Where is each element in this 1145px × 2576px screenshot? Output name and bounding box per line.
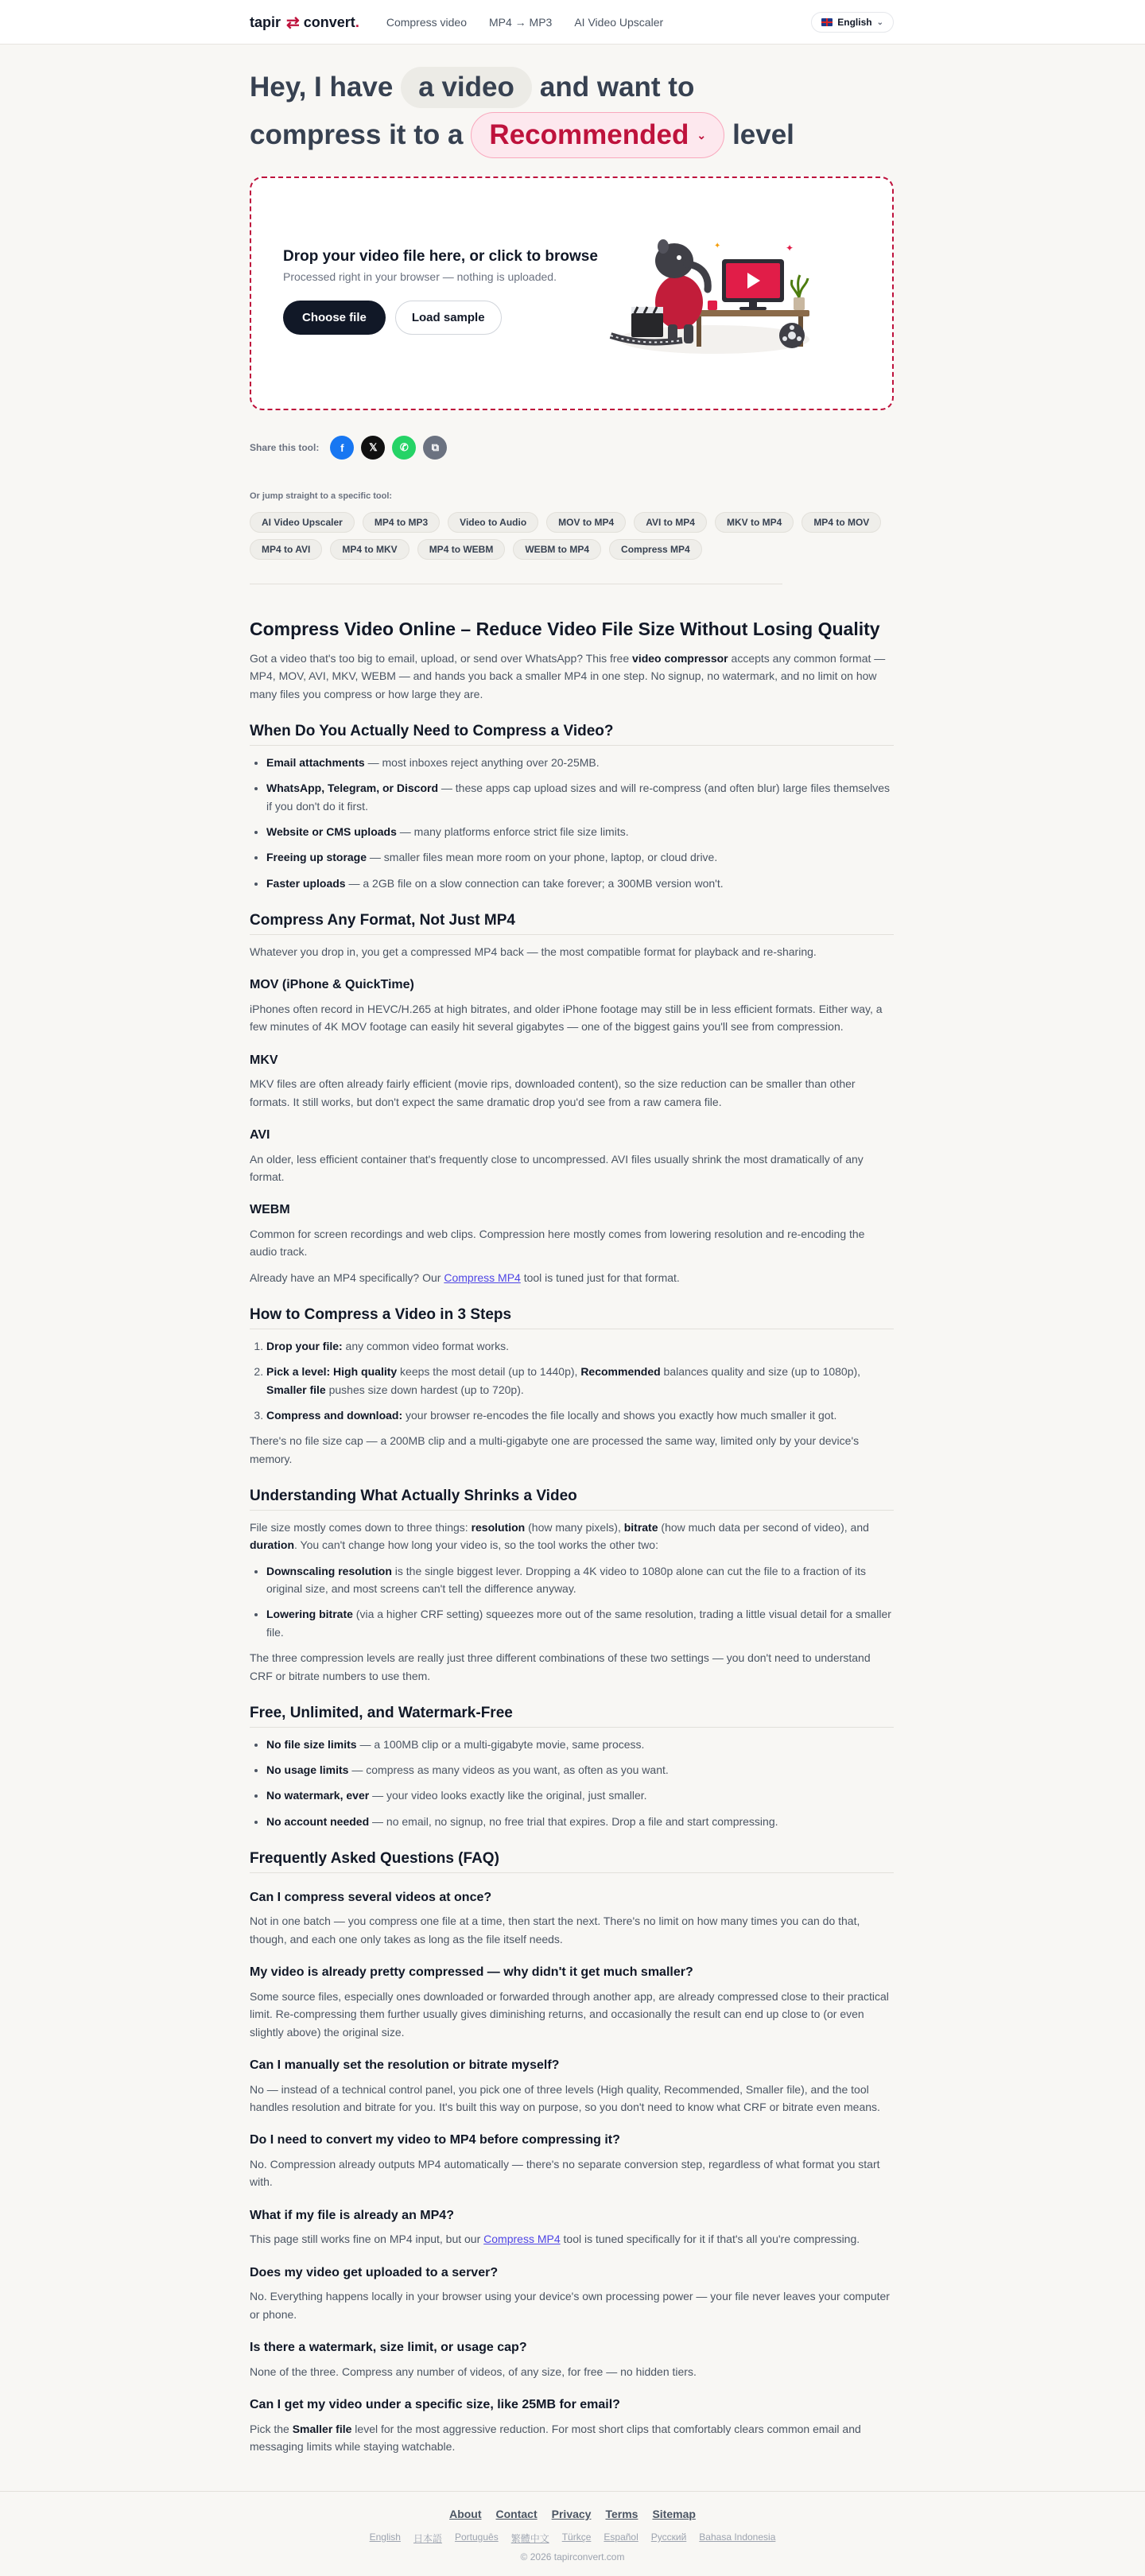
- faq-answer: No — instead of a technical control panel, you pick one of three levels (High quality, Recommended, Smaller file), and the tool handles resolution and bitrate for you. It's built this way on purpose, so you don't need to know what CRF or bitrate even means.: [250, 2082, 880, 2113]
- list-item: • Email attachments — most inboxes reject anything over 20-25MB.: [266, 754, 894, 771]
- list-item: • No watermark, ever — your video looks exactly like the original, just smaller.: [266, 1787, 894, 1804]
- choose-file-button[interactable]: Choose file: [283, 301, 386, 335]
- svg-text:✦: ✦: [786, 242, 794, 254]
- paragraph: Whatever you drop in, you get a compressed MP4 back — the most compatible format for playback and re-sharing.: [250, 945, 817, 958]
- list-item: 2. Pick a level: High quality keeps the most detail (up to 1440p), Recommended balances quality and size (up to 1080p), Smaller file pushes size down hardest (up to 720p).: [266, 1363, 894, 1399]
- nav-compress-video[interactable]: Compress video: [386, 16, 467, 29]
- list-item: • No file size limits — a 100MB clip or a multi-gigabyte movie, same process.: [266, 1736, 894, 1753]
- input-type-pill[interactable]: a video: [401, 67, 532, 108]
- compression-level-value: Recommended: [489, 119, 689, 150]
- footer-language-link[interactable]: Русский: [650, 2531, 687, 2543]
- list-item: • Lowering bitrate (via a higher CRF setting) squeezes more out of the same resolution, trading a little visual detail for a smaller file.: [266, 1605, 894, 1641]
- tool-chip[interactable]: MP4 to MOV: [802, 512, 881, 533]
- tool-chip[interactable]: MP4 to WEBM: [417, 539, 506, 560]
- logo[interactable]: [250, 13, 359, 33]
- list-item: 1. Drop your file: any common video format works.: [266, 1337, 894, 1355]
- footer-language-link[interactable]: Bahasa Indonesia: [699, 2531, 776, 2543]
- logo-dot: .: [355, 14, 359, 30]
- dropzone-title: Drop your video file here, or click to browse: [283, 248, 598, 265]
- x-icon: 𝕏: [369, 441, 378, 453]
- footer-language-link[interactable]: 繁體中文: [510, 2533, 549, 2544]
- facebook-icon: f: [340, 441, 344, 454]
- faq-question: What if my file is already an MP4?: [250, 2208, 454, 2222]
- compress-mp4-link[interactable]: Compress MP4: [444, 1271, 521, 1284]
- intro-paragraph: Got a video that's too big to email, upload, or send over WhatsApp? This free video compressor accepts any common format — MP4, MOV, AVI, MKV, WEBM — and hands you back a smaller MP4 in one step. No signup, no watermark, and no limit on how many files you compress or how large they are.: [250, 651, 886, 700]
- footer-link-terms[interactable]: Terms: [605, 2508, 638, 2520]
- paragraph: The three compression levels are really just three different combinations of these two settings — you don't need to understand CRF or bitrate numbers to use them.: [250, 1651, 871, 1682]
- list-item: • No usage limits — compress as many videos as you want, as often as you want.: [266, 1761, 894, 1779]
- section-heading: Understanding What Actually Shrinks a Video: [250, 1487, 894, 1511]
- logo-text-right: convert: [303, 14, 355, 30]
- section-heading: Frequently Asked Questions (FAQ): [250, 1849, 894, 1873]
- hero-text: Hey, I have: [250, 72, 394, 103]
- dropzone-subtitle: Processed right in your browser — nothing is uploaded.: [283, 270, 557, 283]
- faq-question: Is there a watermark, size limit, or usage cap?: [250, 2341, 527, 2355]
- copy-icon: ⧉: [431, 441, 439, 453]
- paragraph: Already have an MP4 specifically? Our Compress MP4 tool is tuned just for that format.: [250, 1271, 680, 1284]
- tool-chip[interactable]: MP4 to MKV: [330, 539, 409, 560]
- chevron-down-icon: ⌄: [876, 17, 883, 27]
- list-item: • Faster uploads — a 2GB file on a slow connection can take forever; a 300MB version won't.: [266, 875, 894, 892]
- paragraph: Common for screen recordings and web clips. Compression here mostly comes from lowering resolution and re-encoding the audio track.: [250, 1227, 865, 1259]
- main-nav: [386, 16, 663, 29]
- hero-line-2: [250, 111, 894, 159]
- list-item: • Freeing up storage — smaller files mean more room on your phone, laptop, or cloud drive.: [266, 848, 894, 866]
- tool-chip[interactable]: MOV to MP4: [546, 512, 626, 533]
- site-header: [0, 0, 1145, 45]
- language-label: English: [837, 17, 872, 28]
- hero-text: and want to: [539, 72, 695, 103]
- file-dropzone[interactable]: [250, 177, 894, 410]
- whatsapp-icon: ✆: [399, 441, 409, 453]
- paragraph: iPhones often record in HEVC/H.265 at high bitrates, and older iPhone footage may still be in less efficient formats. Either way, a few minutes of 4K MOV footage can easily hit several gigabytes — one of the biggest gains you'll see from compression.: [250, 1002, 883, 1034]
- subheading: MOV (iPhone & QuickTime): [250, 978, 414, 992]
- faq-answer: Pick the Smaller file level for the most aggressive reduction. For most short clips that comfortably clears common email and messaging limits while staying watchable.: [250, 2422, 861, 2454]
- footer-languages: [0, 2531, 1145, 2545]
- footer-language-link[interactable]: English: [369, 2531, 401, 2543]
- site-footer: [0, 2491, 1145, 2576]
- tool-chips: [250, 512, 894, 560]
- whatsapp-share-button[interactable]: [392, 436, 416, 460]
- faq-answer: This page still works fine on MP4 input, but our Compress MP4 tool is tuned specifically for it if that's all you're compressing.: [250, 2233, 860, 2246]
- faq-answer: No. Compression already outputs MP4 automatically — there's no separate conversion step, regardless of what format you start with.: [250, 2157, 880, 2189]
- hero: [250, 45, 894, 159]
- footer-language-link[interactable]: Español: [604, 2531, 638, 2543]
- tool-chip[interactable]: WEBM to MP4: [513, 539, 601, 560]
- list-item: • No account needed — no email, no signup, no free trial that expires. Drop a file and start compressing.: [266, 1813, 894, 1830]
- paragraph: File size mostly comes down to three things: resolution (how many pixels), bitrate (how much data per second of video), and duration. You can't change how long your video is, so the tool works the other two:: [250, 1520, 869, 1552]
- footer-link-sitemap[interactable]: Sitemap: [652, 2508, 696, 2520]
- free-list: [250, 1736, 894, 1831]
- list-item: • WhatsApp, Telegram, or Discord — these apps cap upload sizes and will re-compress (and often blur) large files themselves if you don't do it first.: [266, 779, 894, 815]
- list-item: • Downscaling resolution is the single biggest lever. Dropping a 4K video to 1080p alone can cut the file to a fraction of its original size, and most screens can't tell the difference anyway.: [266, 1562, 894, 1598]
- footer-links: [0, 2508, 1145, 2520]
- paragraph: MKV files are often already fairly efficient (movie rips, downloaded content), so the size reduction can be smaller than other formats. It still works, but don't expect the same dramatic drop you'd see from a raw camera file.: [250, 1077, 856, 1108]
- paragraph: An older, less efficient container that's frequently close to uncompressed. AVI files usually shrink the most dramatically of any format.: [250, 1152, 864, 1183]
- tool-chip[interactable]: AI Video Upscaler: [250, 512, 355, 533]
- load-sample-button[interactable]: Load sample: [395, 301, 502, 335]
- share-label: Share this tool:: [250, 442, 320, 453]
- tool-chip[interactable]: Video to Audio: [448, 512, 538, 533]
- footer-language-link[interactable]: Português: [454, 2531, 499, 2543]
- tapir-at-computer-illustration: [603, 224, 825, 359]
- jump-label: Or jump straight to a specific tool:: [250, 491, 393, 501]
- faq-answer: None of the three. Compress any number of videos, of any size, for free — no hidden tiers.: [250, 2365, 697, 2378]
- svg-text:✦: ✦: [714, 242, 721, 250]
- uk-flag-icon: [821, 18, 833, 26]
- subheading: MKV: [250, 1053, 278, 1067]
- section-heading: When Do You Actually Need to Compress a Video?: [250, 722, 894, 746]
- article-title: Compress Video Online – Reduce Video File Size Without Losing Quality: [250, 619, 880, 639]
- shrink-list: [250, 1562, 894, 1642]
- tool-chip[interactable]: MKV to MP4: [715, 512, 794, 533]
- section-heading: How to Compress a Video in 3 Steps: [250, 1305, 894, 1329]
- footer-language-link[interactable]: Türkçe: [561, 2531, 592, 2543]
- facebook-share-button[interactable]: [330, 436, 354, 460]
- hero-line-1: [250, 64, 894, 111]
- faq-answer: Some source files, especially ones downloaded or forwarded through another app, are already compressed close to their practical limit. Re-compressing them further usually gives diminishing returns, and occasionally the result can end up close to (or even slightly above) the original size.: [250, 1989, 889, 2039]
- share-bar: [250, 436, 894, 460]
- subheading: AVI: [250, 1127, 270, 1142]
- copy-link-button[interactable]: [423, 436, 447, 460]
- faq-question: Do I need to convert my video to MP4 before compressing it?: [250, 2133, 620, 2147]
- faq-question: Does my video get uploaded to a server?: [250, 2265, 499, 2279]
- footer-link-about[interactable]: About: [449, 2508, 482, 2520]
- hero-text: level: [732, 119, 794, 150]
- list-item: 3. Compress and download: your browser re-encodes the file locally and shows you exactly how much smaller it got.: [266, 1406, 894, 1424]
- chevron-down-icon: ⌄: [697, 128, 707, 142]
- compression-level-select[interactable]: [471, 112, 724, 158]
- nav-mp4-to-mp3[interactable]: MP4 → MP3: [488, 16, 553, 29]
- subheading: WEBM: [250, 1203, 290, 1217]
- steps-list: [250, 1337, 894, 1425]
- faq-question: Can I compress several videos at once?: [250, 1890, 492, 1904]
- tool-chip[interactable]: MP4 to AVI: [250, 539, 322, 560]
- footer-language-link[interactable]: 日本語: [413, 2533, 442, 2544]
- faq-question: My video is already pretty compressed — why didn't it get much smaller?: [250, 1965, 693, 1980]
- nav-ai-video-upscaler[interactable]: AI Video Upscaler: [574, 16, 664, 29]
- swap-arrows-icon: ⇄: [286, 14, 298, 32]
- tool-chip[interactable]: MP4 to MP3: [363, 512, 440, 533]
- section-heading: Free, Unlimited, and Watermark-Free: [250, 1704, 894, 1728]
- faq-question: Can I manually set the resolution or bitrate myself?: [250, 2058, 560, 2072]
- compress-mp4-link[interactable]: Compress MP4: [483, 2233, 561, 2246]
- when-list: [250, 754, 894, 892]
- tool-chip[interactable]: AVI to MP4: [634, 512, 707, 533]
- paragraph: There's no file size cap — a 200MB clip and a multi-gigabyte one are processed the same way, limited only by your device's memory.: [250, 1434, 860, 1465]
- faq-answer: No. Everything happens locally in your browser using your device's own processing power — your file never leaves your computer or phone.: [250, 2290, 890, 2321]
- logo-text-left: tapir: [250, 14, 281, 30]
- hero-text: compress it to a: [250, 119, 464, 150]
- footer-link-contact[interactable]: Contact: [495, 2508, 538, 2520]
- faq-question: Can I get my video under a specific size, like 25MB for email?: [250, 2398, 620, 2412]
- section-heading: Compress Any Format, Not Just MP4: [250, 911, 894, 935]
- copyright: © 2026 tapirconvert.com: [520, 2551, 625, 2562]
- language-selector[interactable]: [811, 12, 894, 33]
- x-share-button[interactable]: [361, 436, 385, 460]
- list-item: • Website or CMS uploads — many platforms enforce strict file size limits.: [266, 823, 894, 840]
- article: [250, 618, 894, 2455]
- tool-chip[interactable]: Compress MP4: [609, 539, 702, 560]
- faq-answer: Not in one batch — you compress one file at a time, then start the next. There's no limit on how many times you can do that, though, and each one only takes as long as the file itself needs.: [250, 1915, 860, 1946]
- footer-link-privacy[interactable]: Privacy: [551, 2508, 592, 2520]
